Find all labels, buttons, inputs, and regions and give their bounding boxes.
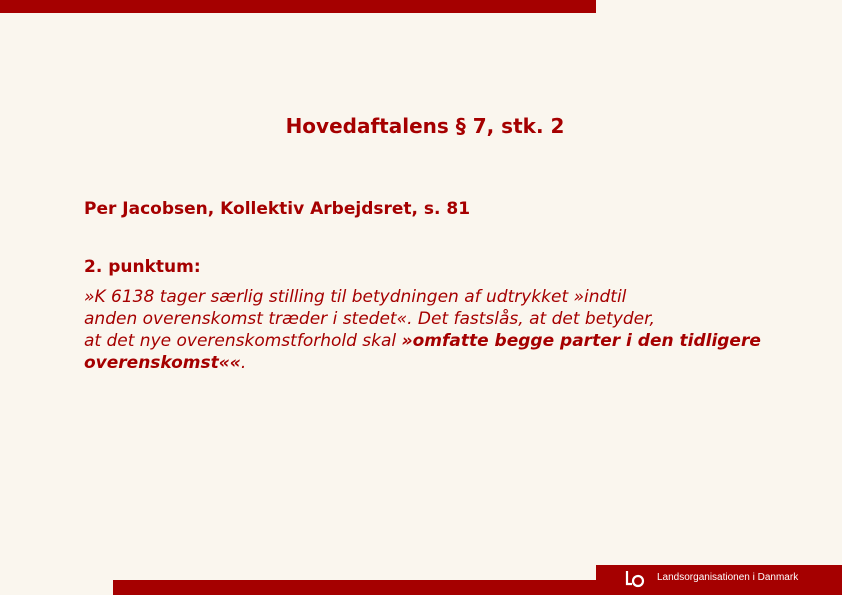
point-label: 2. punktum: <box>84 257 201 277</box>
quote-line-2: anden overenskomst træder i stedet«. Det fastslås, at det betyder, <box>84 309 655 329</box>
top-accent-bar <box>0 0 596 13</box>
quote-line-3: at det nye overenskomstforhold skal <box>84 331 402 351</box>
source-reference: Per Jacobsen, Kollektiv Arbejdsret, s. 81 <box>84 199 471 219</box>
quote-block <box>84 286 814 374</box>
footer-organization: Landsorganisationen i Danmark <box>657 572 799 583</box>
lo-logo-icon <box>624 568 646 590</box>
quote-line-1: »K 6138 tager særlig stilling til betydningen af udtrykket »indtil <box>84 287 627 307</box>
quote-end: . <box>240 353 247 373</box>
slide-title: Hovedaftalens § 7, stk. 2 <box>285 114 565 138</box>
quote-emphasis: »omfatte begge parter i den tidligere overenskomst«« <box>84 331 761 373</box>
